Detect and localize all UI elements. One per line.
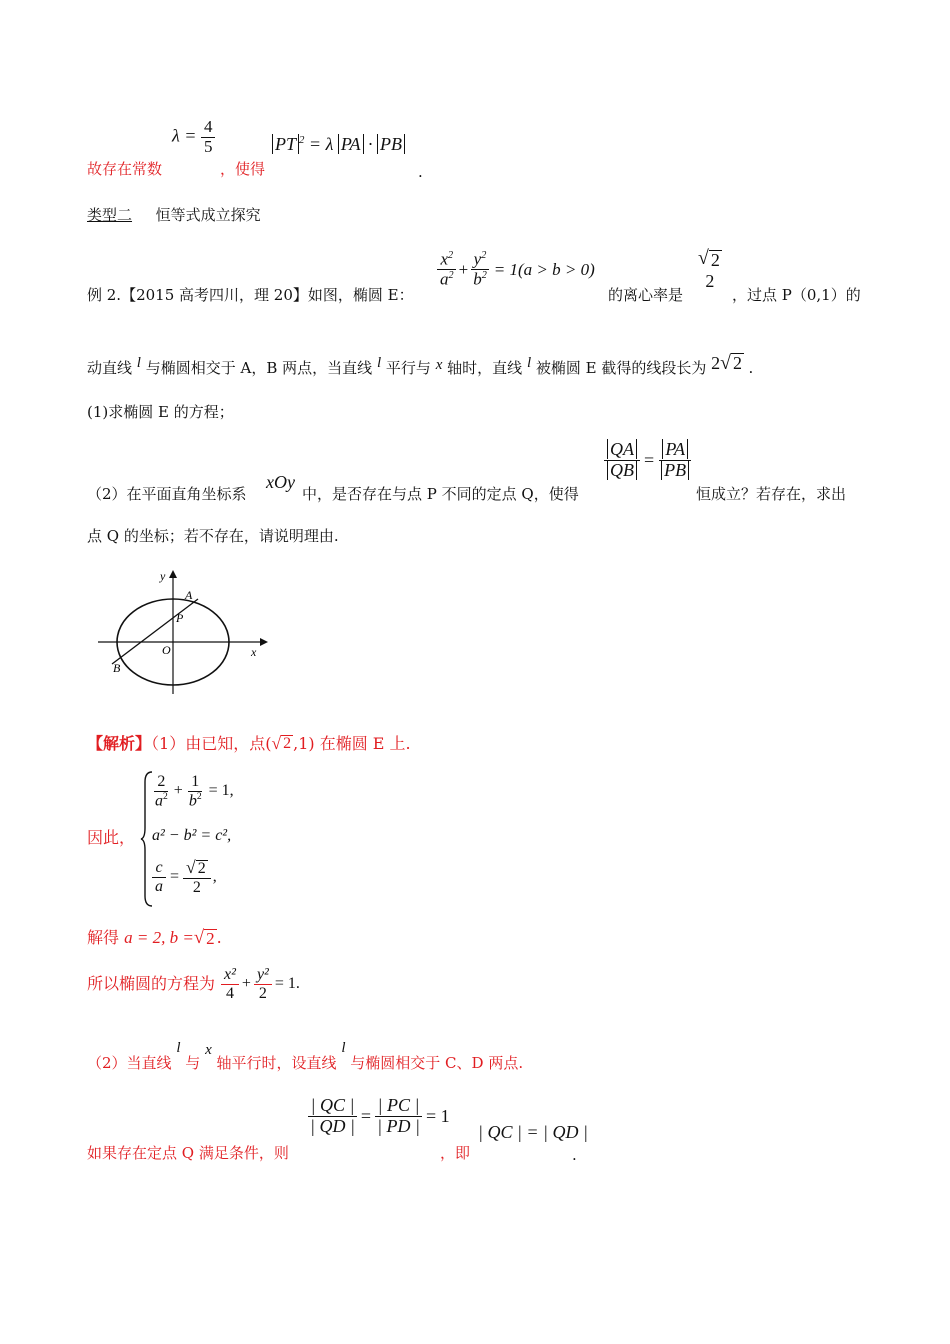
ecc-num: 2: [710, 249, 720, 270]
ellipse-figure: [88, 566, 278, 701]
after-eccentricity: ，过点 P（0,1）的: [732, 286, 861, 304]
label-y: y: [160, 569, 166, 583]
lambda-lhs: λ =: [172, 125, 197, 146]
lambda-den: 5: [203, 136, 213, 156]
if-condition-text: 如果存在定点 Q 满足条件，则: [87, 1144, 289, 1162]
question-2-part-b: 中，是否存在与点 P 不同的定点 Q，使得: [302, 485, 579, 503]
xoy-label: xOy: [266, 472, 295, 492]
example-line2: 动直线 l 与椭圆相交于 A，B 两点，当直线 l 平行与 x 轴时，直线 l 被椭圆 E 截得的线段长为 2 √ 2 .: [87, 352, 754, 377]
eccentricity-frac: √ 2 2: [698, 247, 720, 291]
conclusion-lead: 故存在常数: [87, 160, 163, 178]
conclusion-middle: ，使得: [220, 160, 266, 178]
qb-abs: QB: [607, 460, 637, 480]
question-2-part-c: 恒成立？若存在，求出: [696, 485, 847, 503]
example-prefix: 例 2.【2015 高考四川，理 20】如图，椭圆 E：: [87, 286, 414, 304]
ellipse-x-num: $x^2$: [437, 250, 456, 270]
section-title: 恒等式成立探究: [155, 206, 261, 224]
question-2-part-d: 点 Q 的坐标；若不存在，请说明理由.: [87, 527, 339, 545]
part-2-setup: （2）当直线 l 与 x 轴平行时，设直线 l 与椭圆相交于 C、D 两点.: [87, 1040, 524, 1072]
pb-abs-2: PB: [661, 460, 689, 480]
pa-abs-2: PA: [662, 439, 688, 459]
ellipse-x-frac: [437, 250, 457, 290]
chord-length: 2 √ 2: [711, 352, 743, 374]
lambda-frac: [201, 118, 216, 156]
result-equation: | QC | = | QD |: [478, 1122, 588, 1142]
solution-part-1: 【解析】（1）由已知，点( √ 2 ,1) 在椭圆 E 上.: [87, 733, 411, 753]
ecc-den: 2: [705, 270, 715, 291]
dot-op: ·: [368, 134, 373, 154]
ellipse-y-frac: [470, 250, 490, 290]
label-P: P: [176, 611, 184, 625]
solve-line: 解得 a = 2, b = √ 2 .: [87, 927, 222, 949]
pb-abs: PB: [377, 134, 405, 154]
x-axis-arrow: [260, 638, 268, 646]
eccentricity-text: 的离心率是: [608, 286, 684, 304]
ellipse-answer-line: 所以椭圆的方程为 $\frac{\text{x²}}{4}$ + $\frac{\text{y²}}{2}$ = 1.: [87, 966, 300, 1002]
line-l-3: l: [526, 355, 532, 371]
qa-abs: QA: [607, 439, 637, 459]
line-l-2: l: [376, 355, 382, 371]
label-B: B: [113, 661, 121, 675]
ratio-equation: [604, 440, 692, 481]
pt-equation: [272, 134, 405, 155]
condition-equation: $\frac{| QC |}{| QD |}$ = $\frac{| PC |}{| PD |}$ = 1: [307, 1096, 450, 1137]
lambda-num: 4: [201, 118, 216, 138]
therefore-label: 因此，: [87, 828, 136, 847]
ellipse-x-den: $a^2$: [440, 270, 454, 289]
lambda-fraction: [172, 118, 215, 156]
system-eq-1: $\frac{2}{a^2}$ + $\frac{1}{b^2}$ = 1,: [155, 773, 234, 809]
ellipse-y-num: $y^2$: [471, 250, 490, 270]
section-heading: [87, 205, 261, 225]
system-eq-2: a² − b² = c²,: [152, 827, 232, 844]
ellipse-plus: +: [458, 259, 469, 279]
pa-abs: PA: [338, 134, 364, 154]
solution-tag: 【解析】: [87, 734, 152, 753]
question-1: (1)求椭圆 E 的方程；: [87, 403, 234, 421]
result-period: .: [572, 1146, 577, 1164]
ellipse-rhs: = 1(a > b > 0): [493, 259, 595, 279]
pt-abs: PT: [272, 134, 299, 154]
pt-exp: 2: [299, 134, 305, 146]
line-l-1: l: [136, 355, 141, 371]
pt-rhs-lambda: = λ: [308, 134, 334, 154]
if-condition-then: ，即: [440, 1144, 471, 1162]
question-2-part-a: （2）在平面直角坐标系: [87, 485, 247, 503]
ellipse-y-den: $b^2$: [473, 270, 487, 289]
section-label: 类型二: [87, 206, 133, 224]
system-eq-3: $\frac{c}{a}$ = √ 2 2 ,: [152, 858, 217, 896]
label-x: x: [251, 645, 257, 659]
y-axis-arrow: [169, 570, 177, 578]
label-A: A: [185, 588, 193, 602]
top-period: .: [418, 163, 423, 181]
x-axis-var: x: [435, 357, 443, 373]
chord-line: [112, 599, 198, 664]
ellipse-equation: [437, 250, 595, 290]
label-O: O: [162, 643, 171, 657]
ratio-eq-sign: =: [644, 449, 655, 470]
